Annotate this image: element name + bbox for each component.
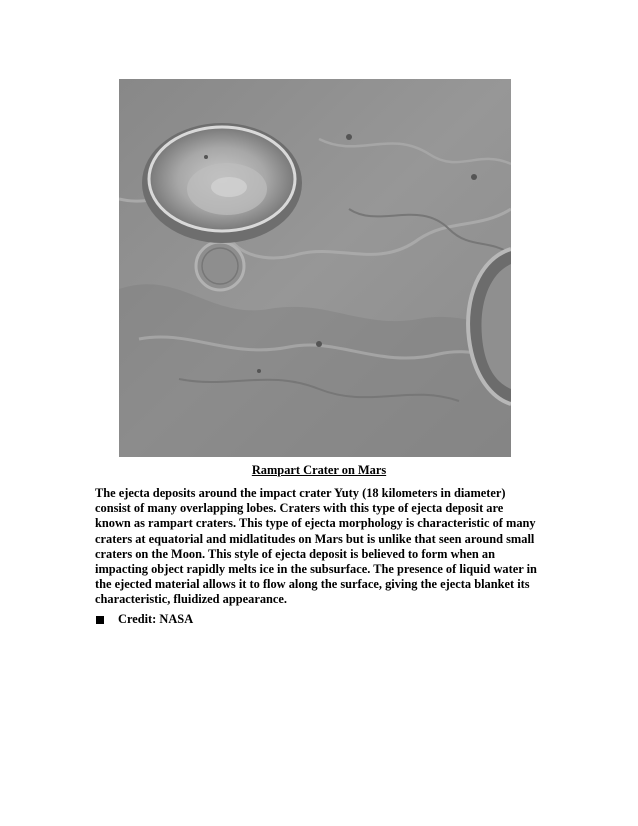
figure-caption: Rampart Crater on Mars <box>251 463 387 477</box>
description-line: consist of many overlapping lobes. Craters with this type of ejecta deposit are <box>95 501 504 516</box>
square-bullet-icon <box>96 616 104 624</box>
description-line: known as rampart craters. This type of ejecta morphology is characteristic of many <box>95 516 536 531</box>
credit-text: Credit: NASA <box>118 612 194 626</box>
description-paragraph <box>95 486 555 608</box>
description-line: impacting object rapidly melts ice in the subsurface. The presence of liquid water in <box>95 562 537 577</box>
description-line: craters at equatorial and midlatitudes on Mars but is unlike that seen around small <box>95 531 535 546</box>
description-line: characteristic, fluidized appearance. <box>95 592 288 607</box>
description-line: the ejected material allows it to flow along the surface, giving the ejecta blanket its <box>95 577 530 592</box>
description-line: The ejecta deposits around the impact crater Yuty (18 kilometers in diameter) <box>95 486 506 500</box>
description-line: craters on the Moon. This style of ejecta deposit is believed to form when an <box>95 546 496 561</box>
mars-crater-photo <box>119 79 511 457</box>
credit-bullet-item <box>95 612 193 627</box>
